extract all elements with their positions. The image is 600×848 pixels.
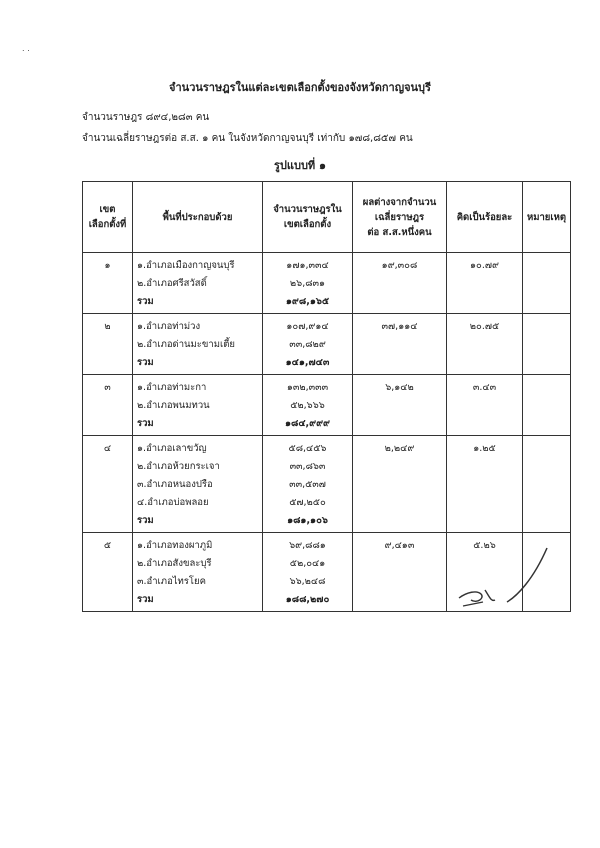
- difference-cell: [353, 314, 447, 375]
- population-cell: [263, 436, 353, 533]
- header-difference: ผลต่างจากจำนวน เฉลี่ยราษฎร ต่อ ส.ส.หนึ่งคน: [353, 182, 447, 253]
- area-name: ๓.อำเภอหนองปรือ: [137, 479, 213, 490]
- district-number: ๒: [104, 321, 111, 332]
- difference-cell: [353, 436, 447, 533]
- population-value: ๓๓,๘๖๓: [289, 461, 326, 472]
- population-value: ๖๖,๒๔๘: [289, 576, 326, 587]
- remark-cell: [523, 253, 571, 314]
- population-value: ๕๒,๖๖๖: [290, 400, 325, 411]
- area-cell: [133, 314, 263, 375]
- average-per-mp-line: จำนวนเฉลี่ยราษฎรต่อ ส.ส. ๑ คน ในจังหวัดกาญจนบุรี เท่ากับ ๑๗๘,๘๕๗ คน: [82, 133, 413, 144]
- area-name: ๑.อำเภอเลาขวัญ: [137, 443, 207, 454]
- difference-cell: [353, 375, 447, 436]
- population-value: ๓๓,๘๒๙: [289, 339, 326, 350]
- population-value: ๑๐๗,๙๑๔: [286, 321, 329, 332]
- population-total: ๑๘๑,๑๐๖: [287, 515, 328, 526]
- remark-value: [527, 318, 566, 336]
- percent-cell: [447, 436, 523, 533]
- difference-value: ๙,๔๑๓: [384, 540, 415, 551]
- district-number-cell: [83, 436, 133, 533]
- population-total: ๑๘๔,๙๙๙: [284, 418, 331, 429]
- remark-value: [527, 257, 566, 275]
- district-number-cell: [83, 375, 133, 436]
- area-cell: [133, 533, 263, 612]
- remark-cell: [523, 314, 571, 375]
- area-name: ๒.อำเภอสังขละบุรี: [137, 558, 212, 569]
- table-row: [83, 253, 571, 314]
- percent-value: ๕.๒๖: [473, 540, 496, 551]
- difference-value: ๑๙,๓๐๘: [381, 260, 418, 271]
- district-number: ๑: [104, 260, 111, 271]
- area-name: ๒.อำเภอห้วยกระเจา: [137, 461, 220, 472]
- percent-value: ๒๐.๗๕: [469, 321, 500, 332]
- header-row: [83, 182, 571, 253]
- difference-value: ๒,๒๔๙: [384, 443, 415, 454]
- area-name: ๑.อำเภอท่ามะกา: [137, 382, 207, 393]
- area-name: ๒.อำเภอศรีสวัสดิ์: [137, 278, 207, 289]
- population-cell: [263, 375, 353, 436]
- table-row: [83, 375, 571, 436]
- header-area: พื้นที่ประกอบด้วย: [133, 182, 263, 253]
- header-percent: คิดเป็นร้อยละ: [447, 182, 523, 253]
- district-number-cell: [83, 533, 133, 612]
- percent-value: ๓.๔๓: [472, 382, 497, 393]
- remark-value: [527, 379, 566, 397]
- header-district: เขต เลือกตั้งที่: [83, 182, 133, 253]
- population-total: ๑๙๘,๑๖๕: [285, 296, 330, 307]
- percent-cell: [447, 375, 523, 436]
- remark-value: [527, 440, 566, 458]
- population-cell: [263, 533, 353, 612]
- header-population: จำนวนราษฎรใน เขตเลือกตั้ง: [263, 182, 353, 253]
- population-value: ๕๒,๐๔๑: [289, 558, 326, 569]
- remark-cell: [523, 436, 571, 533]
- stray-marks: . .: [22, 44, 30, 53]
- percent-cell: [447, 314, 523, 375]
- table-row: [83, 436, 571, 533]
- difference-cell: [353, 533, 447, 612]
- district-number-cell: [83, 253, 133, 314]
- population-value: ๒๖,๘๓๑: [289, 278, 326, 289]
- area-cell: [133, 436, 263, 533]
- population-value: ๕๗,๒๕๐: [289, 497, 326, 508]
- district-number: ๓: [104, 382, 111, 393]
- area-name: ๔.อำเภอบ่อพลอย: [137, 497, 209, 508]
- district-number: ๔: [103, 443, 112, 454]
- total-label: รวม: [137, 594, 154, 605]
- percent-value: ๑๐.๗๙: [470, 260, 499, 271]
- total-label: รวม: [137, 296, 154, 307]
- population-total: ๑๘๘,๒๗๐: [285, 594, 330, 605]
- area-name: ๑.อำเภอท่าม่วง: [137, 321, 201, 332]
- format-subtitle: รูปแบบที่ ๑: [273, 159, 326, 172]
- signature-icon: [455, 540, 555, 610]
- area-name: ๓.อำเภอไทรโยค: [137, 576, 206, 587]
- total-label: รวม: [137, 418, 154, 429]
- area-name: ๒.อำเภอพนมทวน: [137, 400, 210, 411]
- area-cell: [133, 375, 263, 436]
- table-row: [83, 314, 571, 375]
- population-total: ๑๔๑,๗๔๓: [285, 357, 330, 368]
- population-value: ๕๘,๔๕๖: [288, 443, 327, 454]
- page-title: จำนวนราษฎรในแต่ละเขตเลือกตั้งของจังหวัดกาญจนบุรี: [169, 81, 431, 94]
- population-value: ๑๗๑,๓๓๔: [286, 260, 329, 271]
- percent-value: ๑.๒๕: [473, 443, 496, 454]
- area-name: ๒.อำเภอด่านมะขามเตี้ย: [137, 339, 235, 350]
- population-total-line: จำนวนราษฎร ๘๙๔,๒๘๓ คน: [82, 112, 210, 123]
- total-label: รวม: [137, 357, 154, 368]
- population-value: ๓๓,๕๓๗: [289, 479, 326, 490]
- area-cell: [133, 253, 263, 314]
- difference-value: ๓๗,๑๑๔: [381, 321, 418, 332]
- district-number-cell: [83, 314, 133, 375]
- difference-cell: [353, 253, 447, 314]
- remark-cell: [523, 375, 571, 436]
- district-number: ๕: [103, 540, 112, 551]
- header-remark: หมายเหตุ: [523, 182, 571, 253]
- area-name: ๑.อำเภอเมืองกาญจนบุรี: [137, 260, 235, 271]
- population-cell: [263, 253, 353, 314]
- population-value: ๖๙,๘๘๑: [289, 540, 326, 551]
- area-name: ๑.อำเภอทองผาภูมิ: [137, 540, 213, 551]
- percent-cell: [447, 253, 523, 314]
- population-value: ๑๓๒,๓๓๓: [286, 382, 329, 393]
- difference-value: ๖,๑๔๒: [385, 382, 414, 393]
- total-label: รวม: [137, 515, 154, 526]
- population-cell: [263, 314, 353, 375]
